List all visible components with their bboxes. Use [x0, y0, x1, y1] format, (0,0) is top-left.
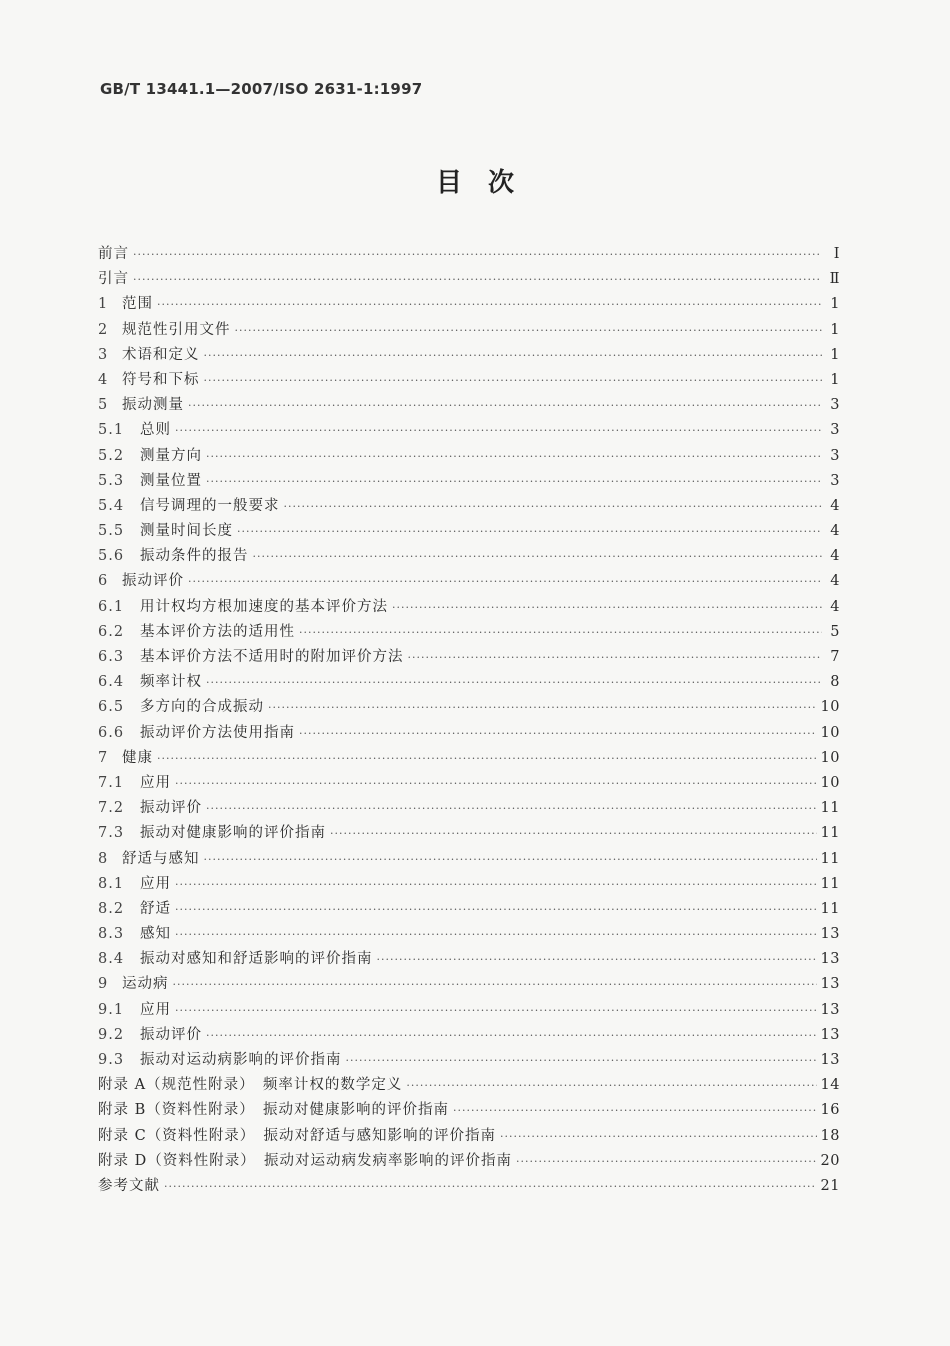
toc-entry-title: 附录 A（规范性附录） 频率计权的数学定义 — [98, 1077, 403, 1094]
toc-entry-title: 参考文献 — [98, 1177, 160, 1194]
toc-entry[interactable] — [98, 670, 840, 695]
toc-entry-title: 规范性引用文件 — [122, 321, 231, 338]
toc-leader-dots — [157, 752, 817, 765]
toc-entry[interactable] — [98, 796, 840, 821]
toc-entry-page: 11 — [820, 825, 840, 842]
toc-entry[interactable] — [98, 444, 840, 469]
toc-entry-number: 7.1 — [98, 774, 125, 791]
toc-entry-label — [98, 1073, 402, 1094]
toc-entry-page: Ⅱ — [829, 271, 840, 288]
toc-entry-number: 9.1 — [98, 1001, 125, 1018]
toc-entry-title: 基本评价方法不适用时的附加评价方法 — [140, 649, 404, 665]
toc-entry-label — [98, 821, 326, 842]
toc-entry-page: 11 — [820, 800, 840, 817]
toc-entry[interactable] — [98, 721, 840, 746]
toc-entry-number: 5.2 — [98, 447, 125, 464]
toc-entry[interactable] — [98, 1124, 840, 1149]
toc-entry-title: 应用 — [140, 774, 171, 791]
toc-entry-page: 8 — [830, 674, 840, 691]
toc-entry[interactable] — [98, 494, 840, 519]
toc-entry-page: 1 — [830, 346, 840, 363]
toc-leader-dots — [299, 727, 817, 740]
toc-entry[interactable] — [98, 519, 840, 544]
toc-entry-page: 13 — [820, 1001, 840, 1018]
toc-entry-number: 5.3 — [98, 472, 125, 489]
toc-entry-label — [98, 620, 295, 641]
toc-entry-label — [98, 947, 373, 968]
toc-entry[interactable] — [98, 746, 840, 771]
toc-entry-number: 9.2 — [98, 1026, 125, 1043]
toc-entry-label — [98, 318, 231, 339]
toc-entry-page: 1 — [830, 296, 840, 313]
toc-entry[interactable] — [98, 544, 840, 569]
toc-entry-page: 10 — [820, 749, 840, 766]
toc-entry[interactable] — [98, 595, 840, 620]
toc-entry[interactable] — [98, 569, 840, 594]
toc-leader-dots — [164, 1180, 817, 1193]
toc-entry-title: 测量位置 — [140, 472, 202, 489]
toc-entry-label — [98, 998, 171, 1019]
toc-entry-label — [98, 872, 171, 893]
toc-entry-title: 前言 — [98, 246, 129, 262]
standard-code: GB/T 13441.1—2007/ISO 2631-1:1997 — [100, 80, 423, 98]
toc-leader-dots — [175, 903, 817, 916]
toc-entry-title: 测量方向 — [140, 447, 202, 464]
toc-entry[interactable] — [98, 947, 840, 972]
toc-entry[interactable] — [98, 418, 840, 443]
toc-leader-dots — [235, 324, 823, 337]
toc-entry-label — [98, 242, 129, 263]
toc-entry-title: 振动对健康影响的评价指南 — [140, 825, 326, 842]
toc-entry-number: 6.4 — [98, 674, 125, 691]
toc-entry-title: 舒适 — [140, 900, 171, 917]
toc-entry-page: 4 — [830, 497, 840, 514]
table-of-contents — [98, 242, 840, 1199]
toc-entry-label — [98, 721, 295, 742]
toc-entry[interactable] — [98, 620, 840, 645]
toc-entry[interactable] — [98, 393, 840, 418]
toc-entry-number: 9.3 — [98, 1052, 125, 1068]
toc-entry-label — [98, 469, 202, 490]
toc-entry[interactable] — [98, 1023, 840, 1048]
toc-leader-dots — [175, 928, 817, 941]
toc-entry-page: 5 — [830, 623, 840, 640]
toc-entry-title: 振动对感知和舒适影响的评价指南 — [140, 951, 373, 968]
toc-entry-number: 7.3 — [98, 825, 125, 842]
toc-entry-label — [98, 494, 280, 515]
toc-leader-dots — [175, 424, 822, 437]
toc-leader-dots — [175, 878, 817, 891]
toc-entry-number: 8.3 — [98, 926, 125, 943]
toc-entry-title: 振动评价 — [140, 1026, 202, 1043]
toc-entry-number: 5.1 — [98, 422, 125, 439]
toc-entry-page: 4 — [830, 598, 840, 615]
toc-entry-label — [98, 595, 388, 616]
toc-entry-number: 6 — [98, 573, 109, 590]
toc-leader-dots — [392, 601, 822, 614]
toc-entry-page: 13 — [820, 976, 840, 993]
toc-entry[interactable] — [98, 645, 840, 670]
toc-entry[interactable] — [98, 1149, 840, 1174]
toc-entry-label — [98, 292, 153, 313]
toc-entry-number: 6.3 — [98, 649, 125, 665]
toc-entry-title: 多方向的合成振动 — [140, 699, 264, 716]
toc-entry-page: 10 — [820, 774, 840, 791]
toc-entry-title: 振动评价 — [140, 800, 202, 817]
toc-entry[interactable] — [98, 922, 840, 947]
toc-entry-number: 5 — [98, 397, 109, 414]
toc-entry-page: 4 — [830, 523, 840, 540]
toc-entry-label — [98, 1124, 496, 1145]
toc-entry[interactable] — [98, 771, 840, 796]
toc-entry-page: 3 — [830, 472, 840, 489]
toc-entry-number: 5.5 — [98, 523, 125, 540]
toc-entry[interactable] — [98, 821, 840, 846]
toc-entry-page: 14 — [820, 1077, 840, 1094]
toc-entry-title: 测量时间长度 — [140, 523, 233, 540]
toc-entry[interactable] — [98, 368, 840, 393]
toc-entry-page: 10 — [820, 699, 840, 716]
toc-entry-page: 13 — [820, 926, 840, 943]
toc-leader-dots — [237, 525, 822, 538]
toc-entry-title: 符号和下标 — [122, 371, 200, 388]
toc-leader-dots — [406, 1079, 816, 1092]
toc-leader-dots — [284, 500, 823, 513]
toc-entry-label — [98, 771, 171, 792]
toc-leader-dots — [175, 1004, 817, 1017]
toc-entry-title: 感知 — [140, 926, 171, 943]
toc-entry[interactable] — [98, 1174, 840, 1199]
toc-entry-page: 7 — [830, 649, 840, 665]
toc-entry-number: 8 — [98, 850, 109, 867]
toc-entry-page: 3 — [830, 447, 840, 464]
toc-entry-page: 13 — [820, 951, 840, 968]
toc-entry-number: 8.4 — [98, 951, 125, 968]
toc-entry-title: 信号调理的一般要求 — [140, 497, 280, 514]
toc-entry-number: 6.6 — [98, 724, 125, 741]
toc-entry-label — [98, 1048, 342, 1069]
toc-entry-page: 13 — [820, 1052, 840, 1068]
toc-entry-label — [98, 670, 202, 691]
toc-entry-label — [98, 1149, 512, 1170]
toc-leader-dots — [516, 1155, 817, 1168]
toc-entry-label — [98, 343, 200, 364]
toc-leader-dots — [408, 651, 823, 664]
toc-leader-dots — [206, 802, 817, 815]
toc-leader-dots — [133, 273, 822, 286]
toc-leader-dots — [133, 248, 822, 261]
toc-entry-number: 7.2 — [98, 800, 125, 817]
toc-entry-label — [98, 796, 202, 817]
toc-entry-number: 1 — [98, 296, 109, 313]
toc-entry-title: 附录 C（资料性附录） 振动对舒适与感知影响的评价指南 — [98, 1127, 496, 1144]
toc-entry-label — [98, 368, 200, 389]
toc-entry-title: 总则 — [140, 422, 171, 439]
toc-entry-page: 11 — [820, 900, 840, 917]
toc-leader-dots — [377, 953, 817, 966]
toc-entry-label — [98, 922, 171, 943]
toc-entry[interactable] — [98, 318, 840, 343]
toc-entry-page: 20 — [820, 1152, 840, 1169]
toc-entry-number: 7 — [98, 749, 109, 766]
toc-entry-number: 3 — [98, 346, 109, 363]
toc-entry-number: 4 — [98, 371, 109, 388]
toc-entry-page: 3 — [830, 397, 840, 414]
toc-entry-title: 范围 — [122, 296, 153, 313]
toc-entry-label — [98, 897, 171, 918]
toc-entry-title: 基本评价方法的适用性 — [140, 623, 295, 640]
toc-entry[interactable] — [98, 847, 840, 872]
toc-leader-dots — [268, 701, 817, 714]
toc-leader-dots — [157, 298, 822, 311]
toc-leader-dots — [204, 853, 817, 866]
toc-entry-label — [98, 972, 169, 993]
toc-entry[interactable] — [98, 695, 840, 720]
toc-leader-dots — [453, 1104, 817, 1117]
toc-entry-number: 6.1 — [98, 598, 125, 615]
toc-entry[interactable] — [98, 1048, 840, 1073]
toc-leader-dots — [188, 575, 822, 588]
toc-entry[interactable] — [98, 972, 840, 997]
toc-entry[interactable] — [98, 242, 840, 267]
toc-leader-dots — [206, 450, 822, 463]
toc-entry-number: 6.5 — [98, 699, 125, 716]
toc-entry-page: 11 — [820, 850, 840, 867]
toc-leader-dots — [173, 978, 817, 991]
toc-entry-label — [98, 847, 200, 868]
toc-entry-title: 用计权均方根加速度的基本评价方法 — [140, 598, 388, 615]
toc-entry-label — [98, 393, 184, 414]
toc-leader-dots — [253, 550, 823, 563]
toc-entry-label — [98, 1023, 202, 1044]
toc-entry-title: 术语和定义 — [122, 346, 200, 363]
toc-entry-title: 应用 — [140, 875, 171, 892]
toc-leader-dots — [500, 1130, 817, 1143]
toc-entry-page: 1 — [830, 321, 840, 338]
toc-entry-title: 运动病 — [122, 976, 169, 993]
toc-entry[interactable] — [98, 469, 840, 494]
toc-entry-number: 8.1 — [98, 875, 125, 892]
toc-entry-title: 健康 — [122, 749, 153, 766]
toc-entry[interactable] — [98, 1098, 840, 1123]
toc-entry-page: 10 — [820, 724, 840, 741]
toc-entry[interactable] — [98, 998, 840, 1023]
toc-entry[interactable] — [98, 267, 840, 292]
toc-entry-label — [98, 519, 233, 540]
toc-entry-title: 附录 B（资料性附录） 振动对健康影响的评价指南 — [98, 1102, 450, 1119]
toc-entry-title: 振动评价 — [122, 573, 184, 590]
toc-entry-title: 引言 — [98, 271, 129, 288]
toc-entry-page: 21 — [820, 1177, 840, 1194]
toc-leader-dots — [206, 475, 822, 488]
toc-entry[interactable] — [98, 897, 840, 922]
toc-entry-label — [98, 695, 264, 716]
toc-entry-label — [98, 444, 202, 465]
toc-entry-label — [98, 1174, 160, 1195]
toc-entry-title: 应用 — [140, 1001, 171, 1018]
toc-leader-dots — [299, 626, 822, 639]
toc-entry-page: Ⅰ — [833, 246, 840, 262]
page-title: 目 次 — [435, 168, 514, 198]
toc-entry-label — [98, 746, 153, 767]
toc-entry-title: 振动对运动病影响的评价指南 — [140, 1052, 342, 1068]
toc-entry[interactable] — [98, 343, 840, 368]
toc-leader-dots — [206, 1029, 817, 1042]
toc-leader-dots — [204, 349, 823, 362]
toc-leader-dots — [346, 1054, 817, 1067]
toc-entry-page: 18 — [820, 1127, 840, 1144]
toc-entry-label — [98, 544, 249, 565]
toc-entry-label — [98, 1098, 449, 1119]
toc-entry-page: 4 — [830, 573, 840, 590]
toc-entry-number: 5.6 — [98, 548, 125, 565]
toc-entry-title: 附录 D（资料性附录） 振动对运动病发病率影响的评价指南 — [98, 1152, 512, 1169]
toc-entry-label — [98, 645, 404, 666]
toc-entry-page: 4 — [830, 548, 840, 565]
toc-entry-page: 16 — [820, 1102, 840, 1119]
toc-entry-title: 振动评价方法使用指南 — [140, 724, 295, 741]
toc-entry-label — [98, 418, 171, 439]
toc-entry-label — [98, 267, 129, 288]
toc-leader-dots — [175, 777, 817, 790]
toc-entry-page: 11 — [820, 875, 840, 892]
toc-entry-number: 8.2 — [98, 900, 125, 917]
toc-entry[interactable] — [98, 1073, 840, 1098]
toc-entry-number: 9 — [98, 976, 109, 993]
toc-entry-title: 振动条件的报告 — [140, 548, 249, 565]
toc-entry-page: 1 — [830, 371, 840, 388]
toc-entry-title: 振动测量 — [122, 397, 184, 414]
toc-leader-dots — [204, 374, 823, 387]
toc-entry-title: 频率计权 — [140, 674, 202, 691]
toc-leader-dots — [188, 399, 822, 412]
toc-entry[interactable] — [98, 872, 840, 897]
toc-leader-dots — [330, 827, 817, 840]
toc-entry[interactable] — [98, 292, 840, 317]
toc-leader-dots — [206, 676, 822, 689]
toc-entry-number: 2 — [98, 321, 109, 338]
toc-entry-number: 6.2 — [98, 623, 125, 640]
toc-entry-page: 13 — [820, 1026, 840, 1043]
toc-entry-number: 5.4 — [98, 497, 125, 514]
toc-entry-label — [98, 569, 184, 590]
toc-entry-page: 3 — [830, 422, 840, 439]
toc-entry-title: 舒适与感知 — [122, 850, 200, 867]
